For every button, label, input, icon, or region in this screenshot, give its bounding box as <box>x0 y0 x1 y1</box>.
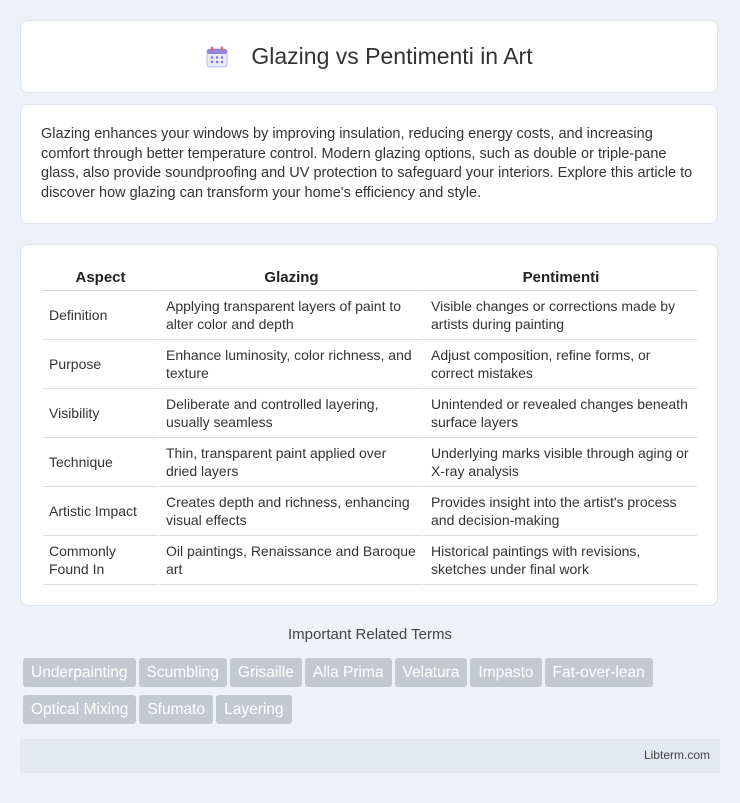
cell-aspect: Commonly Found In <box>43 536 158 585</box>
cell-glazing: Thin, transparent paint applied over dried layers <box>158 438 423 487</box>
table-row <box>43 536 697 585</box>
intro-paragraph: Glazing enhances your windows by improving insulation, reducing energy costs, and increasing comfort through better temperature control. Modern glazing options, such as double or triple-pane glass, also provide soundproofing and UV protection to safeguard your interiors. Explore this article to discover how glazing can transform your home's efficiency and style. <box>41 126 693 201</box>
cell-aspect: Purpose <box>43 340 158 389</box>
tag-fat-over-lean[interactable]: Fat-over-lean <box>545 658 653 687</box>
cell-pentimenti: Unintended or revealed changes beneath surface layers <box>423 389 697 438</box>
header-glazing: Glazing <box>158 265 423 291</box>
cell-glazing: Enhance luminosity, color richness, and texture <box>158 340 423 389</box>
table-row <box>43 438 697 487</box>
intro-card <box>20 104 718 224</box>
related-terms-title: Important Related Terms <box>288 626 452 643</box>
calendar-icon <box>205 45 229 69</box>
tag-alla-prima[interactable]: Alla Prima <box>305 658 392 687</box>
tag-underpainting[interactable]: Underpainting <box>23 658 136 687</box>
cell-pentimenti: Underlying marks visible through aging or X-ray analysis <box>423 438 697 487</box>
tag-impasto[interactable]: Impasto <box>470 658 541 687</box>
table-header-row <box>43 265 697 291</box>
footer <box>20 739 720 773</box>
footer-brand[interactable]: Libterm.com <box>643 748 710 762</box>
cell-pentimenti: Adjust composition, refine forms, or correct mistakes <box>423 340 697 389</box>
related-terms-list <box>23 658 723 732</box>
cell-glazing: Applying transparent layers of paint to alter color and depth <box>158 291 423 340</box>
comparison-card <box>20 244 718 606</box>
cell-pentimenti: Historical paintings with revisions, sketches under final work <box>423 536 697 585</box>
cell-glazing: Creates depth and richness, enhancing visual effects <box>158 487 423 536</box>
cell-glazing: Deliberate and controlled layering, usually seamless <box>158 389 423 438</box>
comparison-table <box>43 265 697 585</box>
page-title: Glazing vs Pentimenti in Art <box>251 43 533 69</box>
header-card <box>20 20 718 93</box>
table-row <box>43 487 697 536</box>
table-row <box>43 389 697 438</box>
tag-optical-mixing[interactable]: Optical Mixing <box>23 695 136 724</box>
tag-sfumato[interactable]: Sfumato <box>139 695 213 724</box>
cell-pentimenti: Provides insight into the artist's process and decision-making <box>423 487 697 536</box>
cell-aspect: Artistic Impact <box>43 487 158 536</box>
header <box>205 43 532 70</box>
table-row <box>43 340 697 389</box>
tag-velatura[interactable]: Velatura <box>395 658 468 687</box>
header-pentimenti: Pentimenti <box>423 265 697 291</box>
cell-glazing: Oil paintings, Renaissance and Baroque art <box>158 536 423 585</box>
cell-pentimenti: Visible changes or corrections made by artists during painting <box>423 291 697 340</box>
tag-grisaille[interactable]: Grisaille <box>230 658 302 687</box>
cell-aspect: Definition <box>43 291 158 340</box>
cell-aspect: Technique <box>43 438 158 487</box>
cell-aspect: Visibility <box>43 389 158 438</box>
tag-scumbling[interactable]: Scumbling <box>139 658 227 687</box>
table-row <box>43 291 697 340</box>
header-aspect: Aspect <box>43 265 158 291</box>
tag-layering[interactable]: Layering <box>216 695 291 724</box>
